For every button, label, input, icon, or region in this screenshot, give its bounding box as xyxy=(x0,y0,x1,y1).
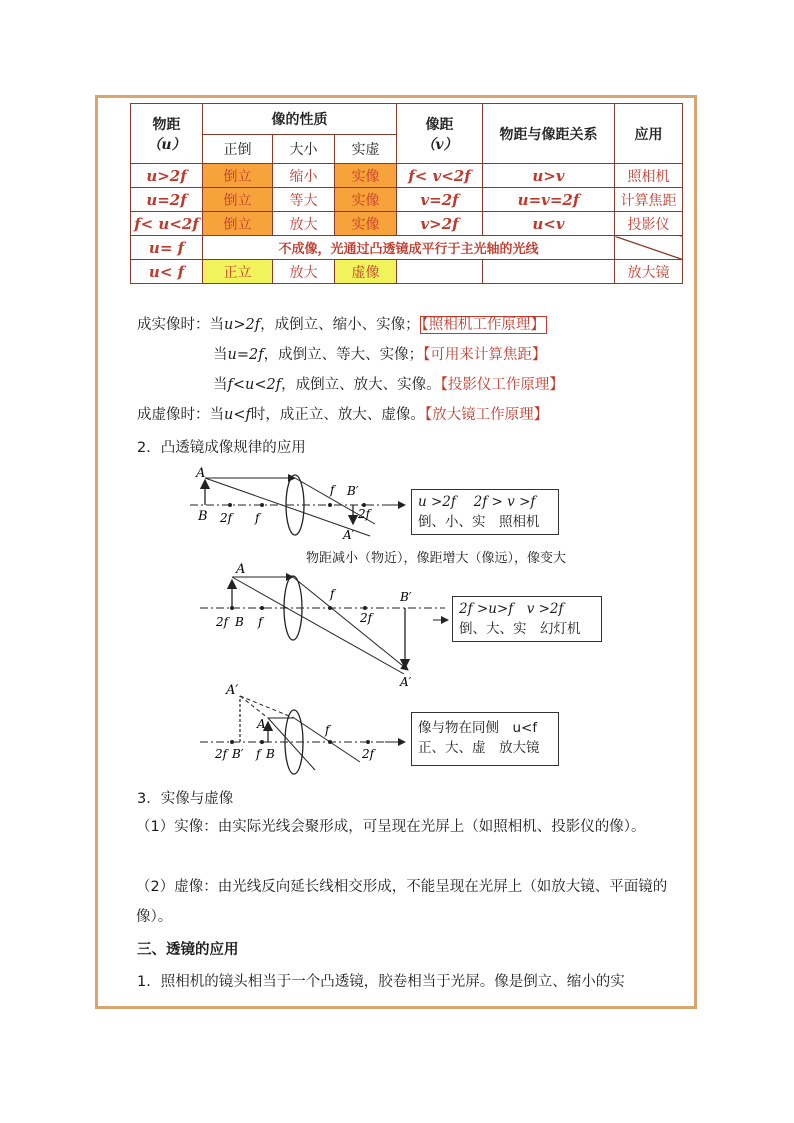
svg-text:2f: 2f xyxy=(362,747,375,761)
header-object-distance: 物距 （u） xyxy=(131,104,203,164)
svg-text:A′: A′ xyxy=(343,528,355,542)
camera-paragraph: 1．照相机的镜头相当于一个凸透镜，胶卷相当于光屏。像是倒立、缩小的实 xyxy=(137,974,625,990)
summary-line-3: 当f<u<2f，成倒立、放大、实像。【投影仪工作原理】 xyxy=(213,377,564,393)
summary-line-2: 当u=2f，成倒立、等大、实像；【可用来计算焦距】 xyxy=(213,347,547,363)
svg-text:B′: B′ xyxy=(347,484,359,498)
table-row: u=2f 倒立 等大 实像 v=2f u=v=2f 计算焦距 xyxy=(131,188,683,212)
header-real-virtual: 实虚 xyxy=(335,135,397,164)
virtual-image-paragraph: （2）虚像：由光线反向延长线相交形成，不能呈现在光屏上（如放大镜、平面镜的像）。 xyxy=(136,879,668,925)
svg-text:B: B xyxy=(266,747,275,761)
svg-text:f: f xyxy=(258,615,263,629)
svg-text:A: A xyxy=(196,466,206,481)
svg-text:B: B xyxy=(235,615,244,629)
svg-text:2f: 2f xyxy=(358,507,371,521)
diagram-projector xyxy=(200,562,448,689)
svg-text:2f: 2f xyxy=(220,511,233,525)
header-size: 大小 xyxy=(273,135,335,164)
svg-text:A: A xyxy=(236,562,246,577)
header-orientation: 正倒 xyxy=(203,135,273,164)
header-image-distance: 像距 （v） xyxy=(397,104,483,164)
svg-text:B′: B′ xyxy=(232,747,244,761)
diagram-magnifier xyxy=(200,683,405,774)
diagonal-cell xyxy=(615,236,683,260)
table-row: f< u<2f 倒立 放大 实像 v>2f u<v 投影仪 xyxy=(131,212,683,236)
section-2-title: 2．凸透镜成像规律的应用 xyxy=(137,440,306,456)
svg-text:f: f xyxy=(330,587,335,601)
table-row: u< f 正立 放大 虚像 放大镜 xyxy=(131,260,683,284)
table-row: u= f 不成像，光通过凸透镜成平行于主光轴的光线 xyxy=(131,236,683,260)
projector-rule-box: 2f >u>f v >2f 倒、大、实 幻灯机 xyxy=(452,596,602,642)
section-3-title: 3．实像与虚像 xyxy=(137,791,234,807)
svg-text:2f: 2f xyxy=(216,615,229,629)
svg-text:A: A xyxy=(257,717,266,731)
svg-text:B: B xyxy=(198,509,208,524)
header-application: 应用 xyxy=(615,104,683,164)
magnifier-rule-box: 像与物在同侧 u<f 正、大、虚 放大镜 xyxy=(411,712,559,766)
svg-text:2f: 2f xyxy=(360,611,373,625)
table-row: u>2f 倒立 缩小 实像 f< v<2f u>v 照相机 xyxy=(131,164,683,188)
real-image-paragraph: （1）实像：由实际光线会聚形成，可呈现在光屏上（如照相机、投影仪的像）。 xyxy=(136,819,646,835)
convex-lens-imaging-table xyxy=(130,103,682,284)
svg-text:f: f xyxy=(325,723,330,737)
heading-lens-applications: 三、透镜的应用 xyxy=(137,942,239,958)
svg-text:A′: A′ xyxy=(226,683,239,698)
distance-note: 物距减小（物近），像距增大（像远），像变大 xyxy=(306,551,567,566)
summary-line-1: 成实像时：当u>2f，成倒立、缩小、实像； 【照相机工作原理】 xyxy=(137,317,545,333)
svg-text:A′: A′ xyxy=(400,675,412,689)
svg-text:f: f xyxy=(255,511,260,525)
lens-ray-diagrams xyxy=(0,460,794,790)
header-image-nature: 像的性质 xyxy=(203,104,397,135)
svg-text:f: f xyxy=(256,747,261,761)
svg-text:B′: B′ xyxy=(400,590,412,604)
camera-rule-box: u >2f 2f > v >f 倒、小、实 照相机 xyxy=(411,489,559,535)
summary-line-4: 成虚像时：当u<f时，成正立、放大、虚像。【放大镜工作原理】 xyxy=(137,407,549,423)
header-relation: 物距与像距关系 xyxy=(483,104,615,164)
diagram-camera xyxy=(190,466,405,542)
svg-text:2f: 2f xyxy=(215,747,228,761)
svg-text:f: f xyxy=(330,483,335,497)
